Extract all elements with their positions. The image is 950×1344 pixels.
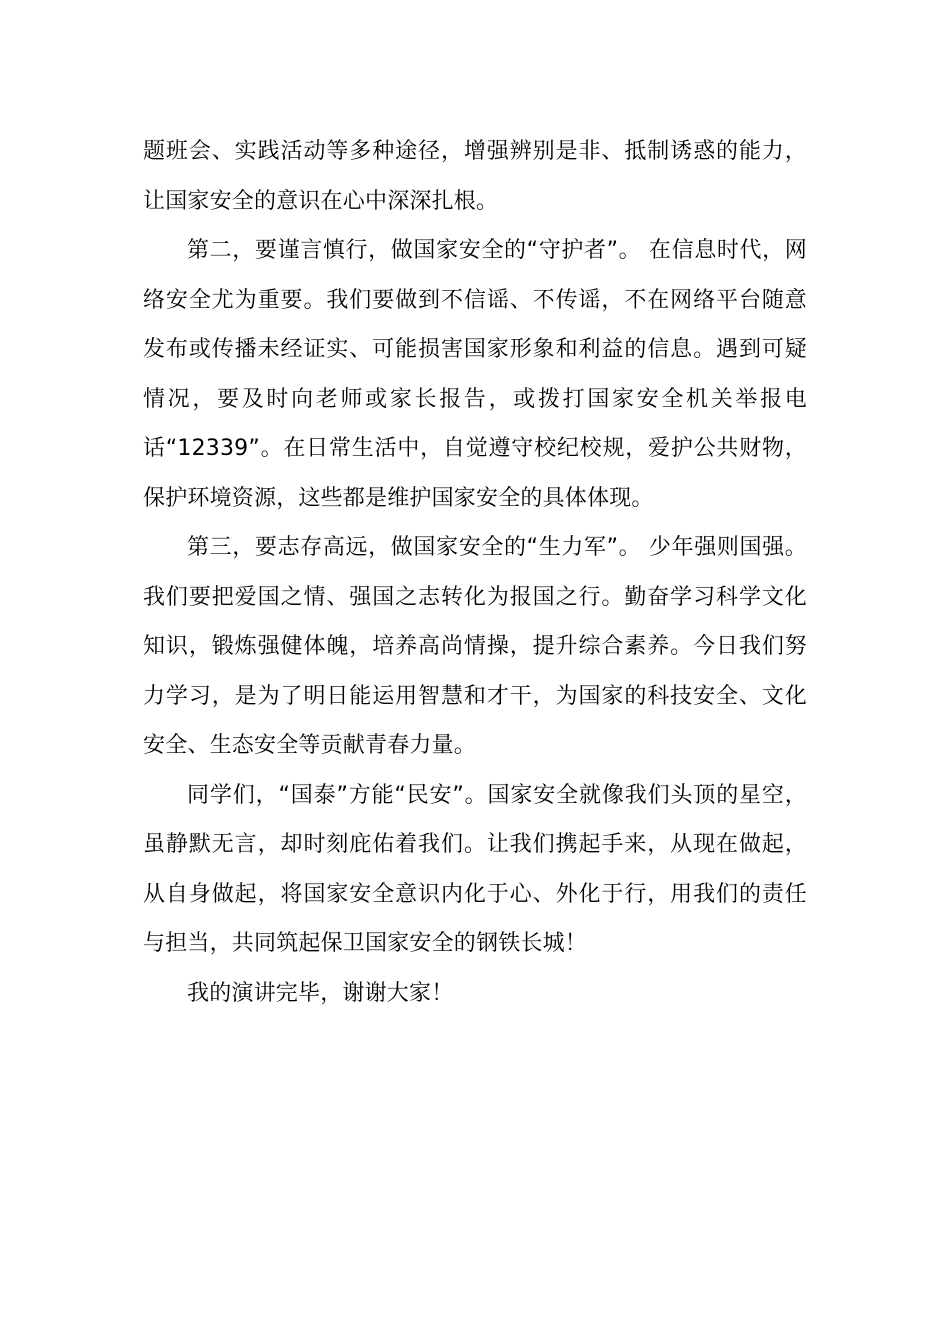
paragraph-third-point: 第三，要志存高远，做国家安全的“生力军”。 少年强则国强。我们要把爱国之情、强国之志转化为报国之行。勤奋学习科学文化知识，锻炼强健体魄，培养高尚情操，提升综合素养。今日我们努力学习，是为了明日能运用智慧和才干，为国家的科技安全、文化安全、生态安全等贡献青春力量。: [143, 535, 807, 758]
speech-body: [143, 127, 807, 1018]
paragraph-continuation: 题班会、实践活动等多种途径，增强辨别是非、抵制诱惑的能力，让国家安全的意识在心中深深扎根。: [143, 139, 807, 214]
paragraph-conclusion: 同学们，“国泰”方能“民安”。国家安全就像我们头顶的星空，虽静默无言，却时刻庇佑着我们。让我们携起手来，从现在做起，从自身做起，将国家安全意识内化于心、外化于行，用我们的责任与担当，共同筑起保卫国家安全的钢铁长城！: [143, 782, 807, 956]
paragraph-closing: 我的演讲完毕，谢谢大家！: [187, 980, 454, 1006]
paragraph-second-point: 第二，要谨言慎行，做国家安全的“守护者”。 在信息时代，网络安全尤为重要。我们要做到不信谣、不传谣，不在网络平台随意发布或传播未经证实、可能损害国家形象和利益的信息。遇到可疑情况，要及时向老师或家长报告，或拨打国家安全机关举报电话“12339”。在日常生活中，自觉遵守校纪校规，爱护公共财物，保护环境资源，这些都是维护国家安全的具体体现。: [143, 238, 807, 511]
